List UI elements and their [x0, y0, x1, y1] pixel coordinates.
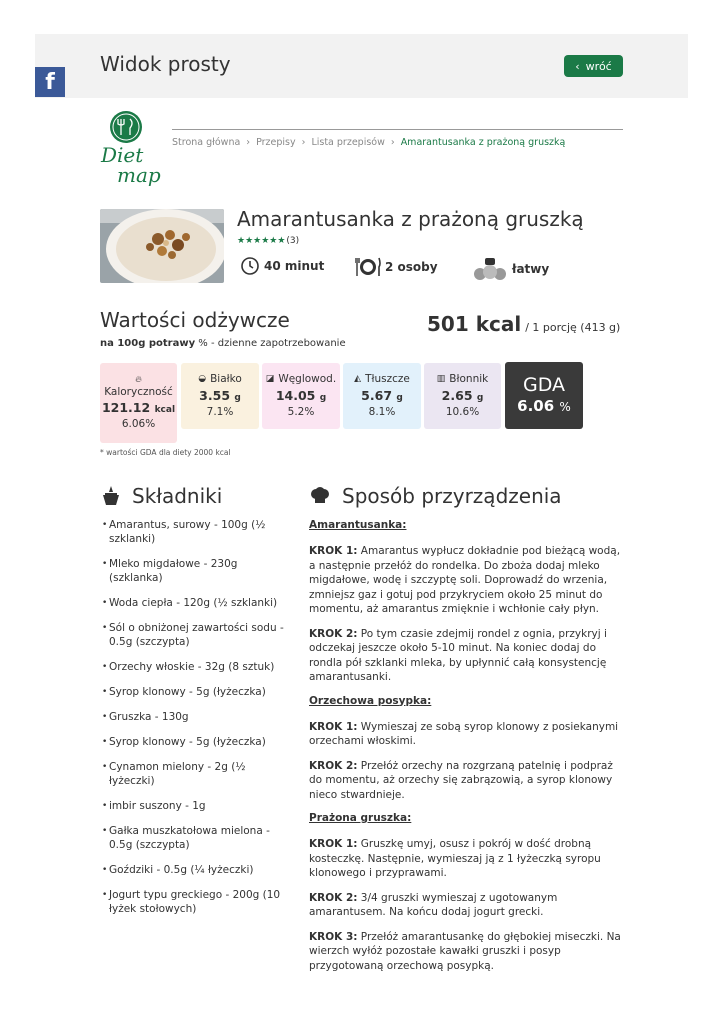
list-item: • Gruszka - 130g	[102, 710, 292, 724]
step-text: Po tym czasie zdejmij rondel z ognia, przykryj i odczekaj jeszcze około 5-10 minut. Na koniec dodaj do rondla pół szklanki mleka, by upłynnić całą konsystencję amarantusanki.	[309, 627, 607, 683]
step-section-title: Amarantusanka:	[309, 519, 407, 531]
chevron-left-icon: ‹	[575, 59, 580, 73]
portion-info: / 1 porcję (413 g)	[525, 321, 621, 334]
breadcrumb-home[interactable]: Strona główna	[172, 137, 241, 148]
ingredients-title: Składniki	[132, 484, 223, 508]
per100-bold: na 100g potrawy	[100, 338, 196, 349]
nutrient-box-kcal	[100, 363, 177, 443]
nutrient-value: 5.67	[361, 388, 393, 403]
recipe-title: Amarantusanka z prażoną gruszką	[237, 207, 584, 231]
servings-value: 2 osoby	[385, 260, 438, 274]
chevron-right-icon: ›	[301, 137, 306, 148]
difficulty-value: łatwy	[512, 262, 550, 276]
method-steps	[309, 519, 625, 983]
nutrient-pct: 10.6%	[445, 406, 480, 418]
nutrient-unit: g	[319, 393, 327, 403]
step-text: Przełóż orzechy na rozgrzaną patelnię i podpraż do momentu, aż orzechy się zabrązowią, a syrop klonowy nieco stwardnieje.	[309, 759, 613, 801]
list-item: • Sól o obniżonej zawartości sodu - 0.5g (szczypta)	[102, 621, 292, 649]
nutrient-pct: 8.1%	[368, 406, 396, 418]
prep-time	[240, 256, 324, 276]
step	[309, 759, 625, 803]
per100-note	[100, 338, 346, 349]
list-item: • Goździki - 0.5g (¼ łyżeczki)	[102, 863, 292, 877]
step-section-title: Prażona gruszka:	[309, 812, 412, 824]
rating-count: (3)	[286, 236, 300, 246]
chevron-right-icon: ›	[246, 137, 251, 148]
chef-hats-icon	[472, 256, 508, 282]
step	[309, 627, 625, 685]
nutrient-label: Kaloryczność	[104, 386, 173, 398]
bowl-icon: ◒	[198, 374, 207, 384]
page-title: Widok prosty	[100, 52, 231, 76]
step-text: Amarantus wypłucz dokładnie pod bieżącą wodą, a następnie przełóż do rondelka. Do zboża dodaj mleko migdałowe, wodę i szczyptę soli. Doprowadź do wrzenia, zmniejsz gaz i gotuj pod przykryciem około 25 minut do momentu, aż amarantus zmięknie i wchłonie cały płyn.	[309, 545, 621, 615]
star-rating-icon: ★★★★★★	[237, 236, 286, 246]
step-section-title: Orzechowa posypka:	[309, 694, 432, 707]
breadcrumb-recipes[interactable]: Przepisy	[256, 137, 296, 148]
step-text: 3/4 gruszki wymieszaj z ugotowanym amarantusem. Na końcu dodaj jogurt grecki.	[309, 891, 558, 918]
breadcrumb	[172, 137, 565, 148]
back-button-label: wróć	[585, 59, 612, 73]
method-title: Sposób przyrządzenia	[342, 484, 562, 508]
servings	[355, 256, 438, 278]
svg-text:Diet: Diet	[101, 143, 144, 167]
breadcrumb-recipe-list[interactable]: Lista przepisów	[311, 137, 385, 148]
step	[309, 544, 625, 617]
step-label: KROK 2:	[309, 759, 358, 772]
nutrient-unit: g	[476, 393, 484, 403]
chevron-right-icon: ›	[390, 137, 395, 148]
nutrient-value: 2.65	[441, 388, 473, 403]
nutrient-box-fat	[343, 363, 421, 429]
nutrient-box-protein	[181, 363, 259, 429]
prep-time-value: 40 minut	[264, 259, 325, 273]
method-heading	[310, 484, 562, 508]
nutrient-unit: g	[396, 393, 403, 403]
nutrient-label: Tłuszcze	[365, 373, 410, 385]
step-label: KROK 1:	[309, 720, 358, 733]
chef-hat-icon	[310, 487, 330, 505]
plate-cutlery-icon	[355, 256, 381, 278]
difficulty	[472, 256, 549, 282]
list-item: • Gałka muszkatołowa mielona - 0.5g (szczypta)	[102, 824, 292, 852]
facebook-share-icon[interactable]: f	[35, 67, 65, 97]
gda-box	[505, 362, 583, 429]
nutrient-pct: 7.1%	[206, 406, 234, 418]
bread-icon: ◪	[265, 374, 275, 384]
ingredients-list	[102, 518, 292, 927]
breadcrumb-current[interactable]: Amarantusanka z prażoną gruszką	[400, 137, 566, 148]
mortar-icon	[102, 485, 120, 507]
svg-text:map: map	[117, 163, 161, 187]
step	[309, 930, 625, 974]
gda-value: 6.06	[517, 397, 555, 415]
gda-note: * wartości GDA dla diety 2000 kcal	[100, 448, 231, 457]
ingredients-heading	[102, 484, 222, 508]
step-text: Przełóż amarantusankę do głębokiej miseczki. Na wierzch wyłóż pozostałe kawałki gruszki i posyp przygotowaną orzechową posypką.	[309, 930, 621, 972]
list-item: • imbir suszony - 1g	[102, 799, 292, 813]
recipe-photo	[100, 209, 224, 283]
step-label: KROK 3:	[309, 930, 358, 943]
back-button[interactable]	[564, 55, 623, 77]
step-label: KROK 1:	[309, 838, 358, 850]
step-text: Wymieszaj ze sobą syrop klonowy z posiekanymi orzechami włoskimi.	[309, 720, 619, 747]
list-item: • Woda ciepła - 120g (½ szklanki)	[102, 596, 292, 610]
nutrition-title: Wartości odżywcze	[100, 308, 290, 332]
rating[interactable]	[237, 236, 299, 246]
nutrient-box-carbs	[262, 363, 340, 429]
list-item: • Cynamon mielony - 2g (½ łyżeczki)	[102, 760, 292, 788]
nutrient-label: Błonnik	[449, 373, 489, 385]
per100-rest: % - dzienne zapotrzebowanie	[195, 338, 346, 349]
list-item: • Amarantus, surowy - 100g (½ szklanki)	[102, 518, 292, 546]
step-label: KROK 2:	[309, 627, 358, 640]
nutrient-pct: 5.2%	[287, 406, 315, 418]
list-item: • Syrop klonowy - 5g (łyżeczka)	[102, 685, 292, 699]
step	[309, 891, 625, 920]
nutrient-label: Białko	[210, 373, 242, 385]
step-text: Gruszkę umyj, osusz i pokrój w dość drobną kosteczkę. Następnie, wymieszaj ją z 1 łyżeczką syropu klonowego i przyprawami.	[309, 838, 601, 879]
flame-icon: 🔥︎	[135, 375, 142, 385]
list-item: • Jogurt typu greckiego - 200g (10 łyżek stołowych)	[102, 888, 292, 916]
nutrient-unit: kcal	[154, 405, 176, 415]
step	[309, 837, 625, 881]
nutrient-label: Węglowod.	[278, 373, 337, 385]
header-bar	[35, 34, 688, 98]
nutrient-value: 14.05	[275, 388, 316, 403]
breadcrumb-divider	[172, 129, 623, 130]
list-item: • Mleko migdałowe - 230g (szklanka)	[102, 557, 292, 585]
dietmap-logo[interactable]	[99, 110, 165, 188]
clock-icon	[240, 256, 260, 276]
step-label: KROK 1:	[309, 545, 358, 557]
nutrient-value: 121.12	[101, 400, 151, 415]
grain-icon: ▥	[436, 374, 446, 384]
cheese-icon: ◭	[354, 374, 362, 384]
gda-unit: %	[559, 400, 571, 414]
gda-label: GDA	[522, 374, 566, 396]
nutrient-pct: 6.06%	[121, 418, 156, 430]
nutrient-unit: g	[234, 393, 241, 403]
step	[309, 720, 625, 749]
list-item: • Orzechy włoskie - 32g (8 sztuk)	[102, 660, 292, 674]
step-label: KROK 2:	[309, 891, 358, 904]
nutrient-box-fiber	[424, 363, 501, 429]
total-kcal	[427, 312, 620, 336]
nutrient-value: 3.55	[199, 388, 231, 403]
list-item: • Syrop klonowy - 5g (łyżeczka)	[102, 735, 292, 749]
kcal-value: 501 kcal	[427, 312, 522, 336]
